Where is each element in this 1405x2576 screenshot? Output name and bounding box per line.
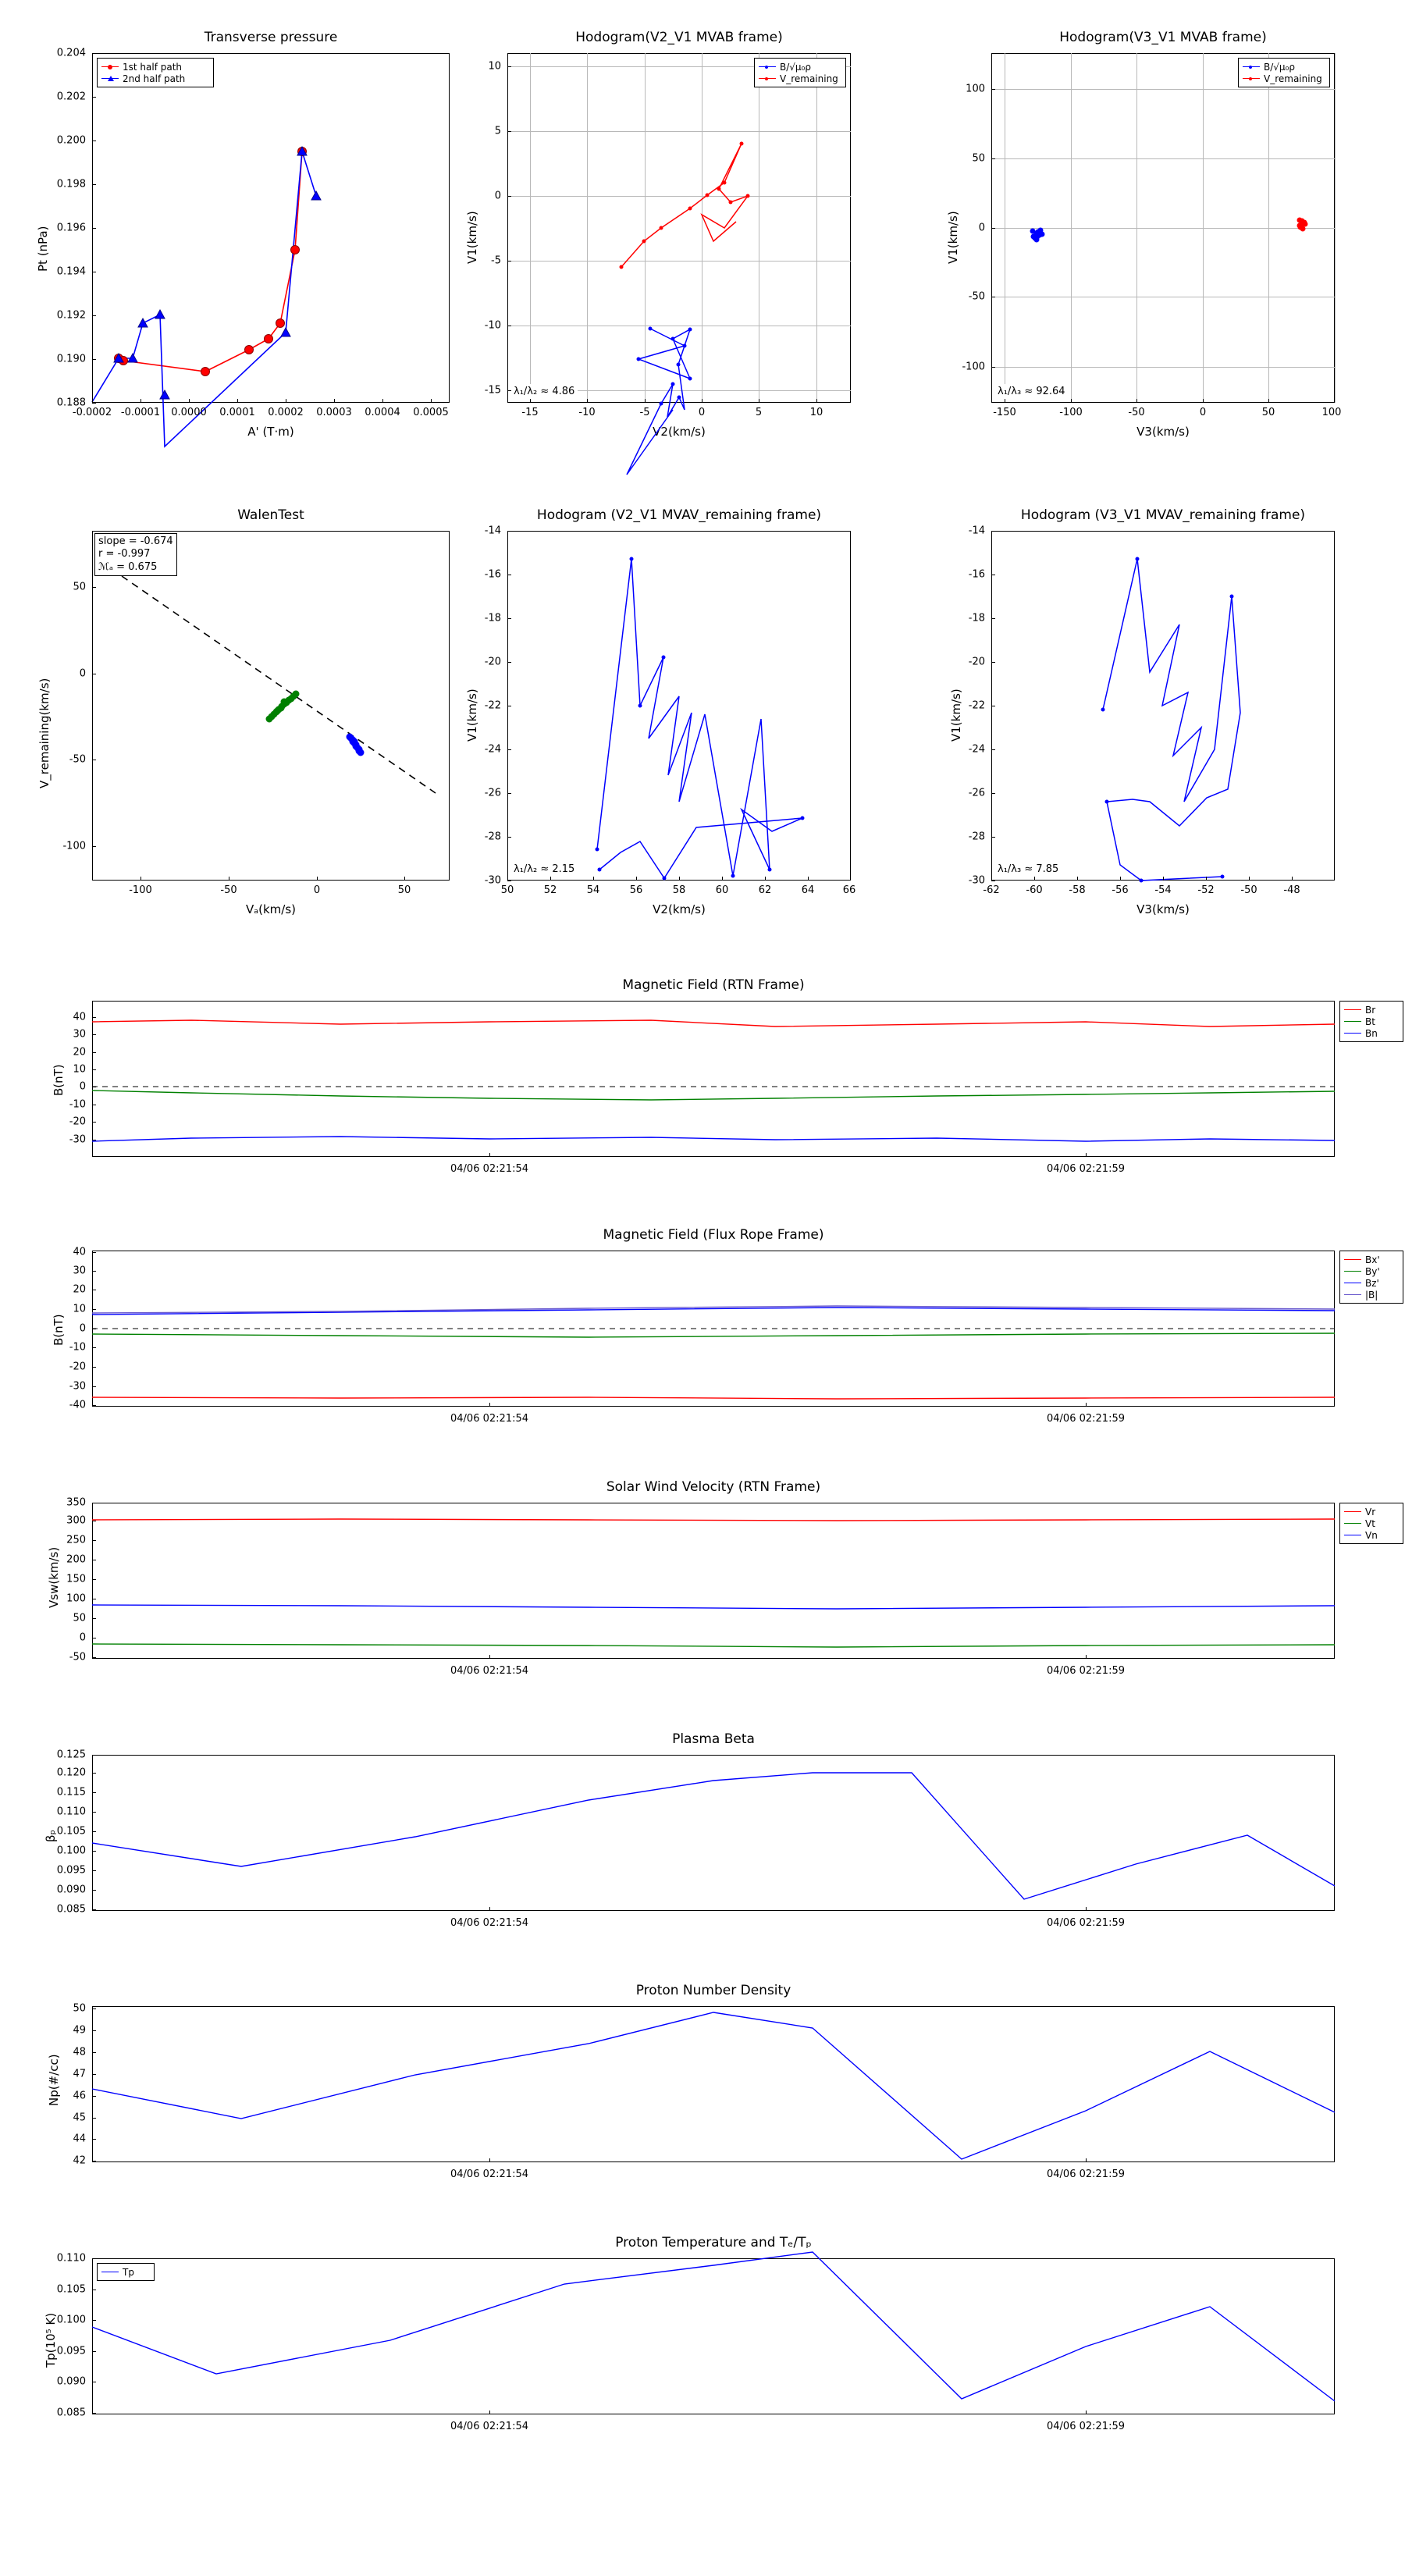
- y-tick: -24: [484, 743, 501, 756]
- x-tick: 64: [801, 884, 815, 896]
- chart-hodogram-v3v1-mvab: [946, 30, 1342, 439]
- legend-item: [1344, 1004, 1399, 1016]
- y-tick: -5: [491, 254, 501, 267]
- y-axis-label: Vsw(km/s): [47, 1546, 61, 1608]
- y-tick: 0.110: [56, 1806, 86, 1818]
- y-tick: 0.105: [56, 2283, 86, 2296]
- legend-label: Vt: [1365, 1517, 1375, 1529]
- legend-label: Vn: [1365, 1529, 1378, 1541]
- chart-title: Proton Number Density: [635, 1983, 791, 1998]
- legend-line-icon: [1344, 1021, 1361, 1022]
- x-tick: -50: [220, 884, 237, 896]
- y-tick: 48: [73, 2046, 86, 2058]
- legend-item: [759, 61, 841, 73]
- legend-line-icon: [1243, 66, 1260, 67]
- fit-slope: slope = -0.674: [98, 535, 173, 547]
- x-tick: -62: [983, 884, 1000, 896]
- x-tick: 04/06 02:21:54: [450, 2169, 528, 2180]
- x-tick: 0: [313, 884, 321, 896]
- legend-item: [1344, 1517, 1399, 1529]
- x-tick: 62: [758, 884, 772, 896]
- x-tick: 0: [1199, 407, 1207, 418]
- chart-solar-wind-velocity-rtn: [47, 1479, 1378, 1677]
- y-tick: 0.105: [56, 1825, 86, 1838]
- y-axis-label: βₚ: [44, 1830, 58, 1842]
- y-tick: -20: [69, 1361, 86, 1373]
- plot-points: [991, 53, 1335, 403]
- x-tick: 50: [1261, 407, 1275, 418]
- legend-label: Bx': [1365, 1254, 1380, 1265]
- x-tick: 04/06 02:21:59: [1047, 1917, 1125, 1929]
- x-axis-label: V3(km/s): [1136, 902, 1190, 916]
- y-tick: 0.095: [56, 1864, 86, 1877]
- chart-title: Hodogram(V2_V1 MVAB frame): [575, 30, 783, 45]
- eigenvalue-annotation: λ₁/λ₂ ≈ 4.86: [510, 384, 578, 400]
- legend: [1339, 1251, 1403, 1304]
- y-tick: 0.115: [56, 1786, 86, 1799]
- legend-label: B/√μ₀ρ: [780, 61, 811, 73]
- y-tick: 30: [73, 1028, 86, 1041]
- x-tick: 0.0000: [171, 407, 207, 418]
- chart-plasma-beta: [44, 1731, 1335, 1929]
- eigenvalue-annotation: λ₁/λ₃ ≈ 92.64: [994, 384, 1069, 400]
- x-tick: 50: [397, 884, 411, 896]
- legend-item: [101, 61, 209, 73]
- legend-line-icon: [1344, 1259, 1361, 1260]
- legend: [1238, 58, 1330, 87]
- legend-label: Br: [1365, 1004, 1376, 1016]
- y-tick: 0.188: [56, 397, 86, 409]
- chart-title: WalenTest: [237, 507, 304, 523]
- chart-magnetic-field-rtn: [52, 977, 1378, 1175]
- x-tick: -56: [1112, 884, 1129, 896]
- y-tick: 0: [79, 1322, 86, 1335]
- legend: [97, 2263, 155, 2281]
- legend-item: [1243, 61, 1325, 73]
- y-tick: 50: [73, 2002, 86, 2015]
- y-tick: -18: [484, 612, 501, 624]
- x-tick: -52: [1197, 884, 1215, 896]
- y-tick: -26: [484, 787, 501, 799]
- y-tick: 10: [73, 1303, 86, 1315]
- x-tick: -5: [639, 407, 650, 418]
- y-tick: 20: [73, 1046, 86, 1059]
- x-tick: 0.0002: [268, 407, 304, 418]
- legend-label: Bn: [1365, 1027, 1378, 1039]
- x-tick: 100: [1321, 407, 1342, 418]
- y-tick: -20: [69, 1115, 86, 1128]
- y-tick: 250: [66, 1534, 86, 1546]
- y-tick: 50: [73, 581, 86, 593]
- y-tick: 100: [66, 1592, 86, 1605]
- chart-title: Plasma Beta: [672, 1731, 755, 1747]
- y-tick: 0.120: [56, 1767, 86, 1779]
- x-axis-label: Vₐ(km/s): [245, 902, 296, 916]
- x-tick: 04/06 02:21:59: [1047, 1163, 1125, 1175]
- legend-label: Bt: [1365, 1016, 1375, 1027]
- y-tick: -100: [962, 361, 985, 373]
- y-axis-label: V1(km/s): [465, 688, 479, 742]
- plot-points: [92, 531, 450, 881]
- legend-label: Tp: [123, 2266, 134, 2278]
- legend-line-icon: [1344, 1271, 1361, 1272]
- y-tick: 0.192: [56, 309, 86, 322]
- fit-annotation: [94, 533, 177, 576]
- y-tick: -26: [968, 787, 985, 799]
- chart-title: Proton Temperature and Tₑ/Tₚ: [615, 2235, 812, 2250]
- legend-label: 1st half path: [123, 61, 183, 73]
- y-tick: 40: [73, 1011, 86, 1023]
- legend-label: Vr: [1365, 1506, 1376, 1517]
- y-tick: -24: [968, 743, 985, 756]
- x-axis-label: V3(km/s): [1136, 425, 1190, 439]
- legend-item: [1344, 1027, 1399, 1039]
- plot-lines: [991, 531, 1335, 881]
- chart-title: Magnetic Field (Flux Rope Frame): [603, 1227, 824, 1243]
- legend-label: B/√μ₀ρ: [1264, 61, 1295, 73]
- y-tick: -10: [69, 1341, 86, 1354]
- y-tick: 49: [73, 2024, 86, 2037]
- legend-line-icon: [1344, 1523, 1361, 1524]
- eigenvalue-annotation: λ₁/λ₃ ≈ 7.85: [994, 862, 1062, 877]
- legend-line-icon: [1344, 1294, 1361, 1295]
- chart-title: Solar Wind Velocity (RTN Frame): [606, 1479, 821, 1495]
- plot-lines: [92, 1503, 1335, 1659]
- y-axis-label: Np(#/cc): [47, 2054, 61, 2106]
- y-tick: 0.110: [56, 2252, 86, 2265]
- y-tick: 0.194: [56, 265, 86, 278]
- chart-title: Transverse pressure: [204, 30, 338, 45]
- y-tick: -30: [968, 874, 985, 887]
- y-tick: -15: [484, 384, 501, 397]
- x-tick: -150: [993, 407, 1016, 418]
- x-tick: 04/06 02:21:59: [1047, 2169, 1125, 2180]
- y-tick: 100: [966, 83, 985, 95]
- legend-line-icon: [1344, 1009, 1361, 1010]
- legend-line-icon: [1344, 1511, 1361, 1512]
- x-tick: 04/06 02:21:59: [1047, 1665, 1125, 1677]
- legend-label: Bz': [1365, 1277, 1379, 1289]
- legend-item: [1243, 73, 1325, 84]
- legend: [97, 58, 214, 87]
- y-tick: 40: [73, 1246, 86, 1258]
- chart-walen-test: [37, 507, 450, 916]
- y-tick: 0.100: [56, 2314, 86, 2326]
- y-axis-label: V_remaining(km/s): [37, 678, 52, 788]
- y-tick: 50: [972, 152, 985, 165]
- y-tick: 350: [66, 1496, 86, 1509]
- y-tick: 0.090: [56, 1884, 86, 1896]
- y-axis-label: Pt (nPa): [36, 226, 50, 272]
- chart-transverse-pressure: [36, 30, 450, 439]
- y-tick: -14: [968, 525, 985, 537]
- y-tick: 0.200: [56, 134, 86, 147]
- x-tick: 0.0001: [219, 407, 255, 418]
- x-tick: 60: [715, 884, 729, 896]
- legend-item: [1344, 1289, 1399, 1300]
- chart-title: Hodogram (V2_V1 MVAV_remaining frame): [536, 507, 822, 523]
- y-axis-label: V1(km/s): [465, 211, 479, 264]
- y-tick: 10: [488, 60, 501, 73]
- legend-item: [1344, 1529, 1399, 1541]
- y-tick: 0.202: [56, 91, 86, 103]
- x-tick: -54: [1154, 884, 1172, 896]
- y-tick: 150: [66, 1573, 86, 1585]
- y-axis-label: Tp(10⁵ K): [44, 2312, 58, 2368]
- legend-item: [1344, 1506, 1399, 1517]
- y-tick: 5: [494, 125, 501, 137]
- x-tick: 56: [629, 884, 643, 896]
- x-tick: 52: [543, 884, 557, 896]
- y-axis-label: B(nT): [52, 1314, 66, 1346]
- y-tick: 20: [73, 1283, 86, 1296]
- legend-line-icon: [759, 78, 776, 79]
- y-tick: 0: [79, 667, 86, 680]
- y-tick: 42: [73, 2154, 86, 2167]
- plot-lines: [507, 531, 851, 881]
- legend-label: V_remaining: [780, 73, 838, 84]
- y-tick: 44: [73, 2133, 86, 2145]
- y-tick: -14: [484, 525, 501, 537]
- x-tick: 5: [755, 407, 763, 418]
- chart-hodogram-v2v1-mvab: [465, 30, 851, 439]
- y-tick: 46: [73, 2090, 86, 2102]
- y-tick: 0.204: [56, 47, 86, 59]
- eigenvalue-annotation: λ₁/λ₂ ≈ 2.15: [510, 862, 578, 877]
- x-tick: 0.0004: [365, 407, 400, 418]
- x-axis-label: V2(km/s): [653, 902, 706, 916]
- x-tick: -60: [1026, 884, 1043, 896]
- y-tick: -22: [968, 699, 985, 712]
- y-tick: -20: [968, 656, 985, 668]
- x-tick: 04/06 02:21:54: [450, 1413, 528, 1425]
- legend-line-icon: [101, 78, 119, 79]
- legend-item: [1344, 1016, 1399, 1027]
- chart-proton-number-density: [47, 1983, 1335, 2180]
- legend-label: 2nd half path: [123, 73, 186, 84]
- x-tick: -15: [521, 407, 539, 418]
- y-tick: 47: [73, 2068, 86, 2080]
- x-tick: 58: [672, 884, 686, 896]
- chart-proton-temperature: [44, 2235, 1335, 2432]
- y-tick: 0.198: [56, 178, 86, 190]
- legend-item: [1344, 1265, 1399, 1277]
- y-tick: -30: [484, 874, 501, 887]
- y-tick: -20: [484, 656, 501, 668]
- plot-lines: [92, 1001, 1335, 1157]
- y-tick: 0.196: [56, 222, 86, 234]
- legend-label: |B|: [1365, 1289, 1378, 1300]
- x-tick: -58: [1069, 884, 1086, 896]
- x-tick: 04/06 02:21:54: [450, 1665, 528, 1677]
- chart-hodogram-v2v1-mvav: [465, 507, 856, 916]
- x-tick: 0.0005: [413, 407, 449, 418]
- y-tick: -18: [968, 612, 985, 624]
- x-tick: 54: [586, 884, 600, 896]
- y-tick: 200: [66, 1553, 86, 1566]
- y-tick: -100: [62, 840, 86, 852]
- y-tick: -22: [484, 699, 501, 712]
- y-axis-label: V1(km/s): [949, 688, 963, 742]
- x-axis-label: V2(km/s): [653, 425, 706, 439]
- x-tick: 0.0003: [316, 407, 352, 418]
- legend-line-icon: [1344, 1033, 1361, 1034]
- legend: [1339, 1001, 1403, 1042]
- y-tick: -50: [968, 290, 985, 303]
- y-tick: -16: [968, 568, 985, 581]
- legend-label: V_remaining: [1264, 73, 1322, 84]
- chart-title: Magnetic Field (RTN Frame): [622, 977, 805, 993]
- x-tick: 66: [842, 884, 856, 896]
- y-axis-label: B(nT): [52, 1064, 66, 1096]
- y-tick: 300: [66, 1514, 86, 1527]
- x-axis-label: A' (T·m): [247, 425, 294, 439]
- y-tick: 0.085: [56, 2407, 86, 2419]
- x-tick: 04/06 02:21:54: [450, 1163, 528, 1175]
- x-tick: 04/06 02:21:59: [1047, 2421, 1125, 2432]
- x-tick: 0: [698, 407, 706, 418]
- plot-lines: [507, 53, 851, 403]
- y-tick: 0: [79, 1080, 86, 1093]
- y-tick: 0.190: [56, 353, 86, 365]
- legend-item: [1344, 1277, 1399, 1289]
- plot-lines: [92, 1251, 1335, 1407]
- x-tick: -50: [1128, 407, 1145, 418]
- legend-line-icon: [101, 66, 119, 67]
- legend: [1339, 1503, 1403, 1544]
- y-tick: -50: [69, 1651, 86, 1663]
- plot-lines: [92, 2006, 1335, 2162]
- y-tick: 30: [73, 1265, 86, 1277]
- y-tick: 0: [79, 1631, 86, 1644]
- plot-lines: [92, 1755, 1335, 1911]
- plot-lines: [92, 2258, 1335, 2414]
- y-tick: 50: [73, 1612, 86, 1624]
- chart-title: Hodogram(V3_V1 MVAB frame): [1059, 30, 1267, 45]
- x-tick: -50: [1240, 884, 1257, 896]
- legend-line-icon: [1243, 78, 1260, 79]
- y-tick: -50: [69, 753, 86, 766]
- x-tick: -100: [1059, 407, 1083, 418]
- y-tick: -30: [69, 1133, 86, 1146]
- x-tick: 50: [500, 884, 514, 896]
- y-tick: -28: [484, 831, 501, 843]
- y-tick: -30: [69, 1380, 86, 1393]
- y-tick: 45: [73, 2112, 86, 2124]
- x-tick: -10: [578, 407, 596, 418]
- chart-hodogram-v3v1-mvav: [949, 507, 1335, 916]
- x-tick: -48: [1283, 884, 1300, 896]
- x-tick: 04/06 02:21:54: [450, 2421, 528, 2432]
- y-tick: 0.100: [56, 1845, 86, 1857]
- legend-line-icon: [759, 66, 776, 67]
- y-tick: 0.125: [56, 1749, 86, 1761]
- y-tick: -16: [484, 568, 501, 581]
- plot-lines: [92, 53, 450, 403]
- chart-title: Hodogram (V3_V1 MVAV_remaining frame): [1020, 507, 1306, 523]
- y-tick: -10: [69, 1098, 86, 1111]
- y-tick: -40: [69, 1399, 86, 1411]
- legend-item: [101, 73, 209, 84]
- y-tick: 0: [978, 222, 985, 234]
- fit-r: r = -0.997: [98, 548, 151, 560]
- legend-item: [1344, 1254, 1399, 1265]
- y-axis-label: V1(km/s): [946, 211, 960, 264]
- y-tick: 0.085: [56, 1903, 86, 1916]
- chart-magnetic-field-flux-rope: [52, 1227, 1380, 1425]
- x-tick: -0.0002: [72, 407, 112, 418]
- y-tick: 0: [494, 190, 501, 202]
- legend-label: By': [1365, 1265, 1380, 1277]
- x-tick: -100: [129, 884, 152, 896]
- y-tick: 10: [73, 1063, 86, 1076]
- legend-item: [101, 2266, 150, 2278]
- legend-item: [759, 73, 841, 84]
- legend: [754, 58, 846, 87]
- y-tick: -10: [484, 319, 501, 332]
- x-tick: 04/06 02:21:59: [1047, 1413, 1125, 1425]
- x-tick: -0.0001: [120, 407, 161, 418]
- y-tick: 0.090: [56, 2375, 86, 2388]
- fit-ma: ℳₐ = 0.675: [98, 560, 158, 573]
- x-tick: 10: [809, 407, 823, 418]
- y-tick: 0.095: [56, 2345, 86, 2357]
- x-tick: 04/06 02:21:54: [450, 1917, 528, 1929]
- y-tick: -28: [968, 831, 985, 843]
